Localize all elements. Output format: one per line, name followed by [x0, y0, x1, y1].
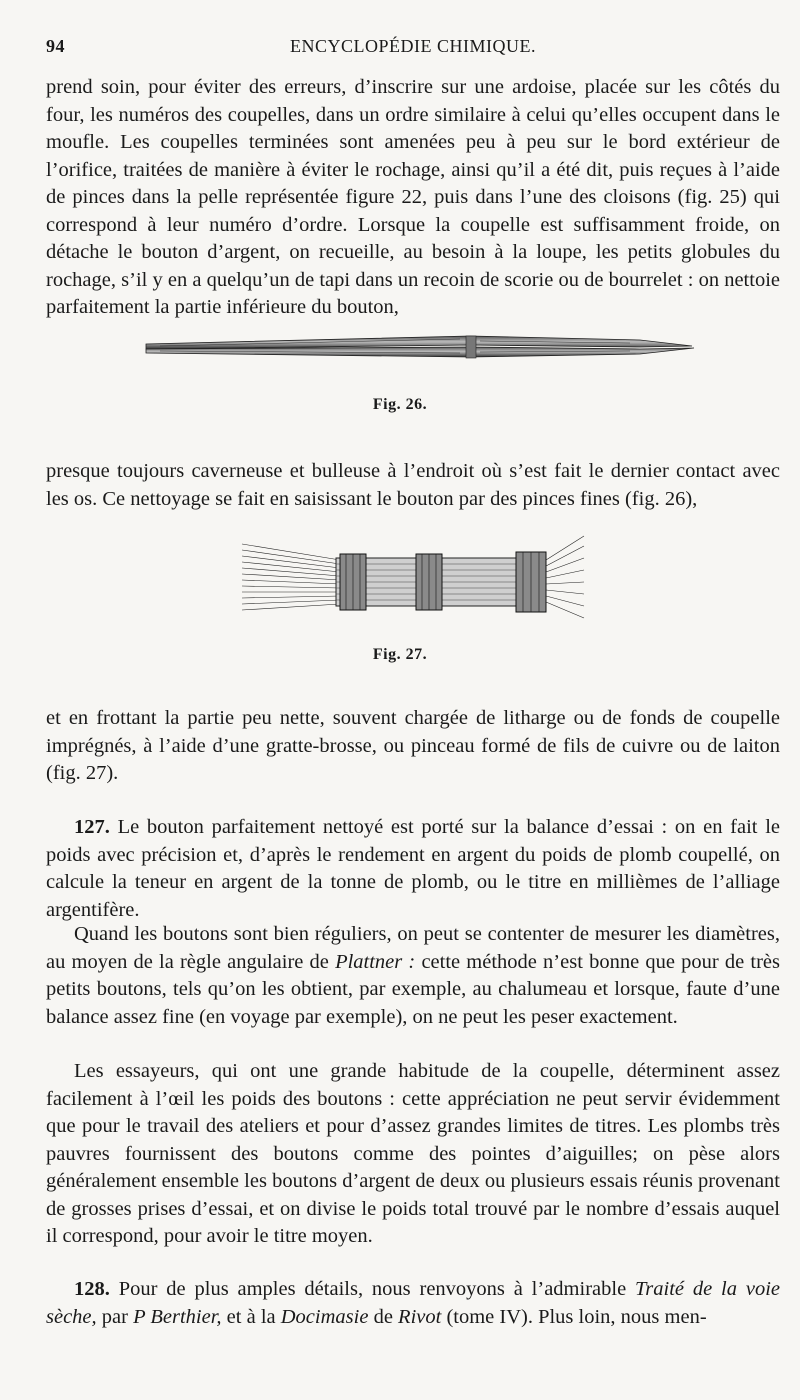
paragraph-1-text: prend soin, pour éviter des erreurs, d’inscrire sur une ardoise, placée sur les côtés du four, les numéros des coupelles, dans un ordre similaire à celui qu’elles occupent dans le moufle. Les coupelles terminées sont amenées peu à peu sur le bord extérieur de l’orifice, traitées de manière à éviter le rochage, ainsi qu’il a été dit, puis reçues à l’aide de pinces dans la pelle représentée figure 22, puis dans l’une des cloisons (fig. 25) qui correspond à leur numéro d’ordre. Lorsque la coupelle est suffisamment froide, on détache le bouton d’argent, on recueille, au besoin à la loupe, les petits globules du rochage, s’il y en a quelqu’un de tapi dans un recoin de scorie ou de bourrelet : on nettoie parfaitement la partie inférieure du bouton, — [46, 76, 780, 318]
title-docimasie: Docimasie — [280, 1305, 369, 1328]
paragraph-3-text: et en frottant la partie peu nette, souvent chargée de litharge ou de fonds de coupelle imprégnés, à l’aide d’une gratte-brosse, ou pinceau formé de fils de cuivre ou de laiton (fig. 27). — [46, 707, 780, 784]
paragraph-2 — [46, 458, 780, 513]
paragraph-5-before: Quand les boutons sont bien réguliers, on peut se contenter de mesurer les diamètres, au moyen de la règle angulaire de — [46, 923, 780, 973]
paragraph-6-text: Les essayeurs, qui ont une grande habitude de la coupelle, déterminent assez facilement à l’œil les poids des boutons : cette appréciation ne peut servir évidemment que pour le travail des ateliers et pour d’assez grandes limites de titres. Les plombs très pauvres fournissent des boutons comme des pointes d’aiguilles; on pèse alors généralement ensemble les boutons d’argent de deux ou plusieurs essais réunis provenant de grosses prises d’essai, et on divise le poids total trouvé par le nombre d’essais auquel il correspond, pour avoir le titre moyen. — [46, 1060, 780, 1247]
author-plattner: Plattner : — [335, 950, 416, 973]
section-128-text-1: Pour de plus amples détails, nous renvoyons à l’admirable — [109, 1278, 636, 1300]
section-127 — [46, 814, 780, 924]
section-127-paragraph — [46, 814, 780, 924]
paragraph-1 — [46, 74, 780, 322]
title-traite-voie-seche: Traité de la voie sèche, — [46, 1278, 780, 1328]
section-128-text-3: et à la — [221, 1305, 281, 1328]
running-head: ENCYCLOPÉDIE CHIMIQUE. — [290, 36, 536, 56]
section-128-text-5: (tome IV). Plus loin, nous men- — [441, 1305, 707, 1328]
section-128 — [46, 1276, 780, 1331]
section-127-text: Le bouton parfaitement nettoyé est porté sur la balance d’essai : on en fait le poids avec précision et, d’après le rendement en argent du poids de plomb coupellé, on calcule la teneur en argent de la tonne de plomb, ou le titre en millièmes de l’alliage argentifère. — [46, 816, 780, 921]
author-berthier: P Berthier, — [133, 1305, 222, 1328]
paragraph-5 — [46, 921, 780, 1031]
page-header — [46, 36, 780, 64]
paragraph-6 — [46, 1058, 780, 1251]
figure-27 — [0, 532, 800, 624]
author-rivot: Rivot — [398, 1305, 442, 1328]
section-128-text-2: par — [96, 1305, 134, 1328]
paragraph-2-text: presque toujours caverneuse et bulleuse à l’endroit où s’est fait le dernier contact avec les os. Ce nettoyage se fait en saisissant le bouton par des pinces fines (fig. 26), — [46, 460, 780, 510]
wire-brush-illustration — [0, 532, 800, 624]
fine-tongs-illustration — [0, 322, 800, 372]
page-number: 94 — [46, 36, 65, 56]
section-128-paragraph — [46, 1276, 780, 1331]
paragraph-5-text — [46, 921, 780, 1031]
section-128-text-4: de — [368, 1305, 399, 1328]
paragraph-5-after: cette méthode n’est bonne que pour de très petits boutons, tels qu’on les obtient, par exemple, au chalumeau et lorsque, faute d’une balance assez fine (en voyage par exemple), on ne peut les peser exactement. — [46, 950, 780, 1028]
figure-26-caption: Fig. 26. — [372, 396, 428, 413]
section-number-127: 127. — [74, 816, 110, 838]
figure-27-caption: Fig. 27. — [372, 646, 428, 663]
section-number-128: 128. — [74, 1278, 110, 1300]
figure-26 — [0, 322, 800, 372]
paragraph-3 — [46, 705, 780, 788]
